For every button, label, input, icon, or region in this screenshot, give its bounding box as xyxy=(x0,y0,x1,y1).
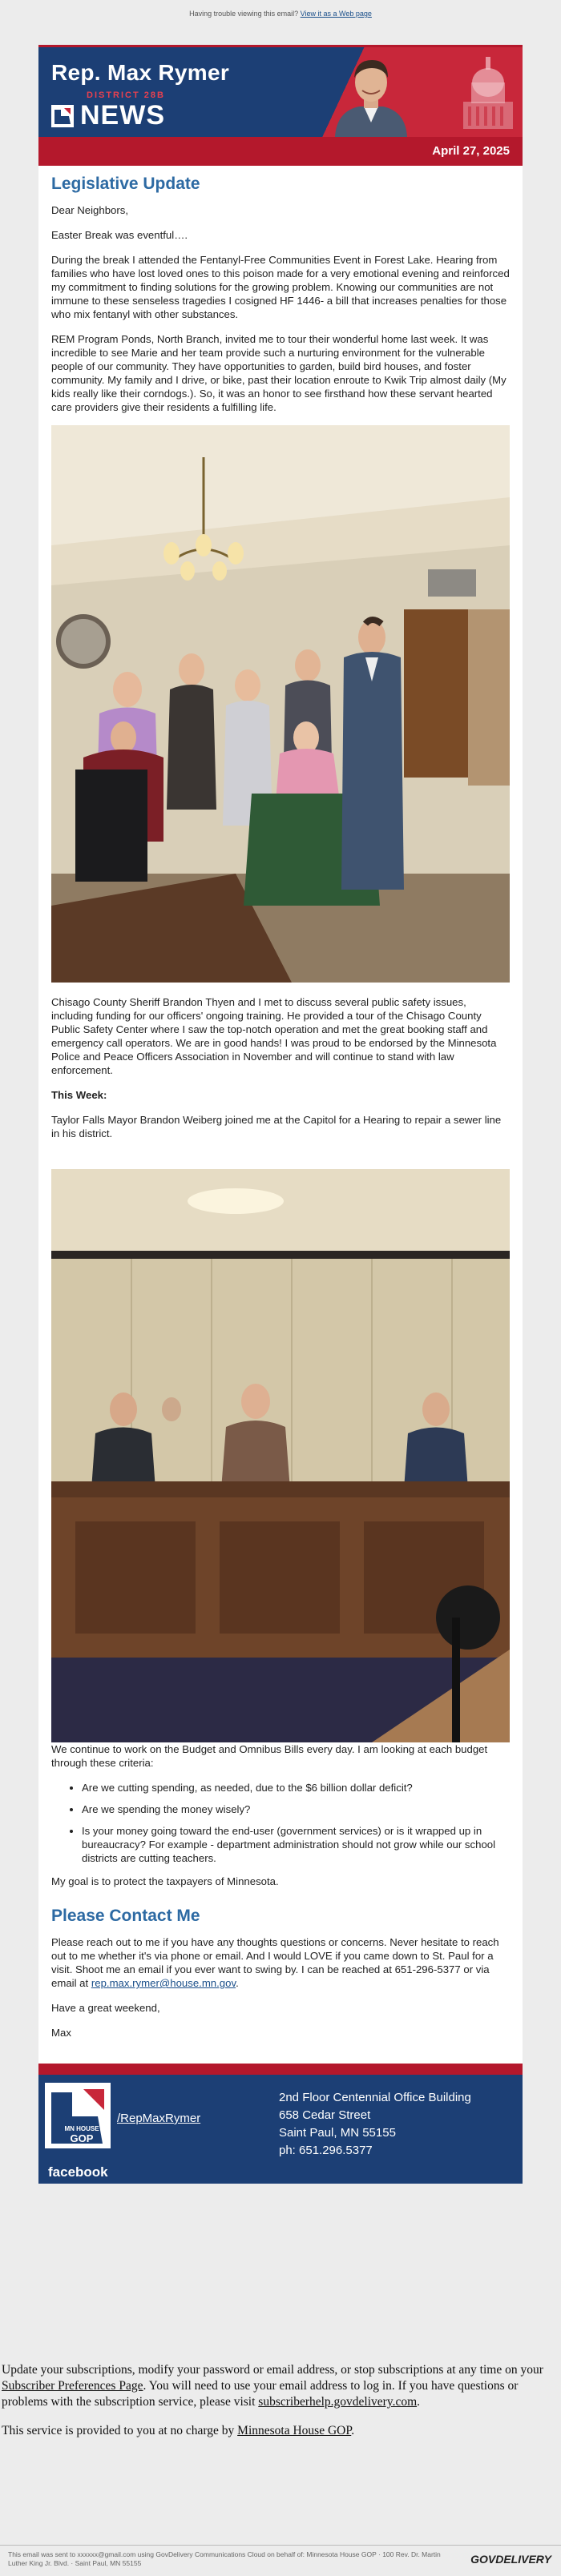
capitol-dome-icon xyxy=(460,54,516,129)
paragraph-budget: We continue to work on the Budget and Omnibus Bills every day. I am looking at each budget through these criteria: xyxy=(51,1743,488,1769)
masthead-district: DISTRICT 28B xyxy=(87,90,165,100)
section-heading-legislative-update: Legislative Update xyxy=(51,175,200,193)
rem-program-group-photo xyxy=(51,425,510,983)
service-paragraph xyxy=(0,2423,561,2439)
budget-criteria-list xyxy=(51,1781,510,1865)
logo-top-text: MN HOUSE xyxy=(64,2125,99,2132)
contact-text: Please reach out to me if you have any thoughts questions or concerns. Never hesitate to reach out to me whether it's via phone or email. And I would LOVE if you came down to St. Paul for a visit. Shoot me an email if you ever want to swing by. I can be reached at 651-296-5377 or via email at xyxy=(51,1936,499,1989)
paragraph-easter: Easter Break was eventful…. xyxy=(51,229,188,241)
masthead-banner xyxy=(38,45,523,166)
subscriber-help-link[interactable]: subscriberhelp.govdelivery.com xyxy=(258,2395,418,2409)
house-gop-link[interactable]: Minnesota House GOP xyxy=(237,2424,352,2437)
legal-text: This email was sent to xxxxxx@gmail.com using GovDelivery Communications Cloud on behalf of: Minnesota House GOP · 100 Rev. Dr. Martin Luther King Jr. Blvd. · Saint Paul, MN 55155 xyxy=(8,2550,441,2567)
service-text-end: . xyxy=(351,2424,355,2437)
greeting: Dear Neighbors, xyxy=(51,204,129,216)
view-web-link[interactable]: View it as a Web page xyxy=(300,10,372,18)
this-week-label: This Week: xyxy=(51,1089,107,1101)
masthead-news: NEWS xyxy=(80,100,165,131)
paragraph-sheriff: Chisago County Sheriff Brandon Thyen and I met to discuss several public safety issues, including funding for our officers' ongoing training. He provided a tour of the Chisago County Public Safety Center where I saw the top-notch operation and met the great booking staff and emergency call operators. We are in good hands! I was proud to be endorsed by the Minnesota Police and Peace Officers Association in November and will continue to stand with law enforcement. xyxy=(51,996,497,1076)
masthead-title: Rep. Max Rymer xyxy=(51,60,230,85)
paragraph-fentanyl: During the break I attended the Fentanyl-Free Communities Event in Forest Lake. Hearing from families who have lost loved ones to this poison made for a very emotional evening and reinforced my commitment to finding solutions for the growing problem. Knowing our communities are not immune to these senseless tragedies I cosigned HF 1446- a bill that increases penalties for those who mix fentanyl with other substances. xyxy=(51,254,510,320)
paragraph-taylor-falls: Taylor Falls Mayor Brandon Weiberg joined me at the Capitol for a Hearing to repair a sewer line in his district. xyxy=(51,1114,502,1139)
capitol-hearing-photo xyxy=(51,1169,510,1742)
paragraph-rem-program: REM Program Ponds, North Branch, invited me to tour their wonderful home last week. It was incredible to see Marie and her team provide such a nurturing environment for the vulnerable people of our community. They have opportunities to garden, build bird houses, and foster community. My family and I drive, or bike, past their location enroute to Kwik Trip almost daily (My kids really like their corndogs.). So, it was an honor to see firsthand how these servant hearted care providers give their residents a fulfilling life. xyxy=(51,333,507,413)
contact-text-end: . xyxy=(236,1977,239,1989)
subscription-text-2: . You will need to use your email address to log in. If you have questions or problems with the subscription service, please visit xyxy=(2,2379,519,2409)
address-line-3: Saint Paul, MN 55155 xyxy=(279,2126,396,2140)
list-item: • Are we spending the money wisely? xyxy=(82,1802,510,1816)
govdelivery-logo[interactable]: GOVDELIVERY xyxy=(470,2553,551,2566)
subscription-notice xyxy=(0,2362,561,2452)
subscriber-preferences-link[interactable]: Subscriber Preferences Page xyxy=(2,2379,143,2393)
address-line-2: 658 Cedar Street xyxy=(279,2108,371,2122)
footer-banner xyxy=(38,2064,523,2184)
preheader xyxy=(0,0,561,27)
representative-portrait-icon xyxy=(327,50,415,137)
list-item: • Are we cutting spending, as needed, due to the $6 billion dollar deficit? xyxy=(82,1781,510,1794)
paragraph-goal: My goal is to protect the taxpayers of Minnesota. xyxy=(51,1875,279,1887)
paragraph-contact xyxy=(51,1935,510,1990)
legal-footer xyxy=(0,2545,561,2576)
subscription-paragraph xyxy=(0,2362,561,2410)
office-address xyxy=(279,2089,471,2160)
subscription-text-3: . xyxy=(417,2395,421,2409)
email-link[interactable]: rep.max.rymer@house.mn.gov xyxy=(91,1977,236,1989)
list-item: • Is your money going toward the end-user (government services) or is it wrapped up in bureaucracy? For example - department administration should not grow while our school districts are cutting teachers. xyxy=(82,1824,510,1865)
logo-main-text: GOP xyxy=(70,2132,94,2144)
closing: Have a great weekend, xyxy=(51,2002,160,2014)
subscription-text-1: Update your subscriptions, modify your password or email address, or stop subscriptions at any time on your xyxy=(2,2363,543,2377)
minnesota-logo-icon xyxy=(51,105,74,127)
address-line-1: 2nd Floor Centennial Office Building xyxy=(279,2091,471,2104)
facebook-handle-link[interactable]: /RepMaxRymer xyxy=(117,2112,201,2125)
newsletter-content xyxy=(38,166,523,2056)
facebook-label: facebook xyxy=(48,2164,108,2180)
phone-line: ph: 651.296.5377 xyxy=(279,2144,373,2157)
house-gop-logo[interactable] xyxy=(45,2083,111,2172)
email-body xyxy=(38,45,523,2184)
section-heading-contact: Please Contact Me xyxy=(51,1907,200,1925)
preheader-text: Having trouble viewing this email? xyxy=(189,10,299,18)
service-text: This service is provided to you at no charge by xyxy=(2,2424,238,2437)
issue-date: April 27, 2025 xyxy=(432,144,510,158)
signature: Max xyxy=(51,2027,71,2039)
